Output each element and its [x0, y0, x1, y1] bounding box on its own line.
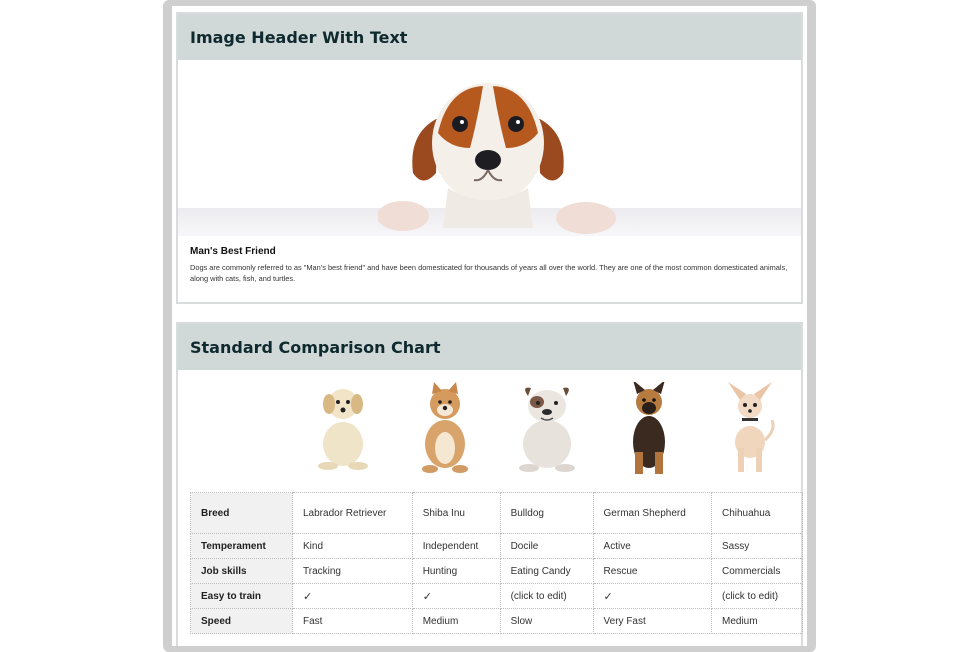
editable-cell[interactable]: (click to edit)	[500, 584, 593, 609]
shiba-inu-puppy-icon	[410, 382, 480, 474]
module-header	[178, 324, 801, 370]
table-cell[interactable]: Hunting	[412, 559, 500, 584]
chihuahua-puppy-icon	[718, 382, 784, 476]
image-header-module	[176, 12, 803, 304]
module-header	[178, 14, 801, 60]
row-label: Temperament	[191, 534, 293, 559]
german-shepherd-image[interactable]	[598, 382, 700, 482]
table-cell[interactable]: Rescue	[593, 559, 711, 584]
row-label: Speed	[191, 609, 293, 634]
table-cell[interactable]: Labrador Retriever	[293, 493, 413, 534]
table-cell[interactable]: Bulldog	[500, 493, 593, 534]
bulldog-puppy-icon	[511, 382, 583, 474]
comparison-table	[190, 492, 803, 634]
table-cell[interactable]: Docile	[500, 534, 593, 559]
row-label: Breed	[191, 493, 293, 534]
dog-image-row	[178, 370, 801, 492]
page-content	[172, 6, 807, 646]
check-cell[interactable]: ✓	[412, 584, 500, 609]
caption-title: Man's Best Friend	[190, 246, 276, 257]
table-cell[interactable]: Kind	[293, 534, 413, 559]
table-cell[interactable]: Very Fast	[593, 609, 711, 634]
table-cell[interactable]: Shiba Inu	[412, 493, 500, 534]
table-row	[191, 609, 803, 634]
table-cell[interactable]: Commercials	[711, 559, 802, 584]
table-cell[interactable]: Slow	[500, 609, 593, 634]
caption	[178, 236, 801, 284]
comparison-chart-module	[176, 322, 803, 646]
table-row	[191, 534, 803, 559]
bulldog-image[interactable]	[496, 382, 598, 482]
check-cell[interactable]: ✓	[593, 584, 711, 609]
module-title: Image Header With Text	[190, 27, 408, 47]
table-cell[interactable]: Chihuahua	[711, 493, 802, 534]
table-cell[interactable]: Medium	[711, 609, 802, 634]
labrador-puppy-icon	[308, 382, 378, 472]
caption-text: Dogs are commonly referred to as "Man's best friend" and have been domesticated for thousands of years all over the world. They are one of the most common domesticated animals, along with cats, fish, and turtles.	[190, 263, 788, 283]
check-cell[interactable]: ✓	[293, 584, 413, 609]
table-cell[interactable]: Tracking	[293, 559, 413, 584]
table-cell[interactable]: German Shepherd	[593, 493, 711, 534]
labrador-image[interactable]	[292, 382, 394, 482]
table-cell[interactable]: Fast	[293, 609, 413, 634]
editable-cell[interactable]: (click to edit)	[711, 584, 802, 609]
table-row	[191, 493, 803, 534]
puppy-image	[378, 78, 618, 236]
table-cell[interactable]: Eating Candy	[500, 559, 593, 584]
hero-image[interactable]	[178, 60, 801, 236]
table-cell[interactable]: Sassy	[711, 534, 802, 559]
row-label: Job skills	[191, 559, 293, 584]
row-label: Easy to train	[191, 584, 293, 609]
table-cell[interactable]: Active	[593, 534, 711, 559]
table-row	[191, 584, 803, 609]
shiba-image[interactable]	[394, 382, 496, 482]
table-cell[interactable]: Independent	[412, 534, 500, 559]
german-shepherd-puppy-icon	[619, 382, 679, 476]
table-row	[191, 559, 803, 584]
chihuahua-image[interactable]	[700, 382, 802, 482]
module-title: Standard Comparison Chart	[190, 337, 441, 357]
table-cell[interactable]: Medium	[412, 609, 500, 634]
